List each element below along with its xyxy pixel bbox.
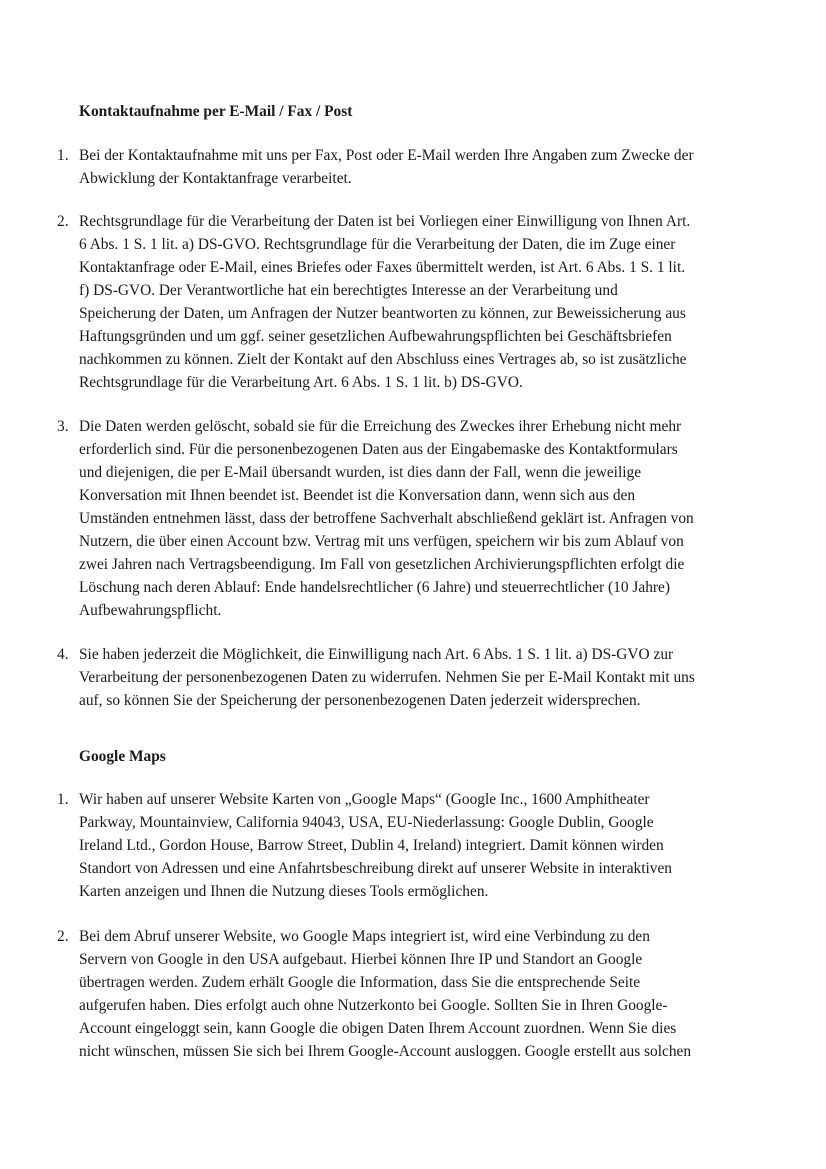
text-line: Bei dem Abruf unserer Website, wo Google Maps integriert ist, wird eine Verbindung zu den	[79, 928, 650, 945]
text-line: zwei Jahren nach Vertragsbeendigung. Im Fall von gesetzlichen Archivierungspflichten erfolgt die	[79, 556, 685, 573]
text-line: Die Daten werden gelöscht, sobald sie für die Erreichung des Zweckes ihrer Erhebung nicht mehr	[79, 418, 682, 435]
text-line: nachkommen zu können. Zielt der Kontakt auf den Abschluss eines Vertrages ab, so ist zusätzliche	[79, 351, 687, 368]
text-line: Karten anzeigen und Ihnen die Nutzung dieses Tools ermöglichen.	[79, 883, 489, 900]
list-number: 1.	[57, 791, 69, 808]
text-line: Löschung nach deren Ablauf: Ende handelsrechtlicher (6 Jahre) und steuerrechtlicher (10 Jahre)	[79, 579, 671, 596]
text-line: Haftungsgründen und um ggf. seiner gesetzlichen Aufbewahrungspflichten bei Geschäftsbriefen	[79, 328, 672, 345]
text-line: Account eingeloggt sein, kann Google die obigen Daten Ihrem Account zuordnen. Wenn Sie dies	[79, 1020, 677, 1037]
text-line: aufgerufen haben. Dies erfolgt auch ohne Nutzerkonto bei Google. Sollten Sie in Ihren Google-	[79, 997, 668, 1014]
text-line: Bei der Kontaktaufnahme mit uns per Fax, Post oder E-Mail werden Ihre Angaben zum Zwecke der	[79, 147, 694, 164]
list-item-text	[79, 144, 751, 190]
list-item-text	[79, 415, 751, 622]
list-item-text	[79, 643, 751, 712]
text-line: Konversation mit Ihnen beendet ist. Beendet ist die Konversation dann, wenn sich aus den	[79, 487, 636, 504]
text-line: Rechtsgrundlage für die Verarbeitung Art. 6 Abs. 1 S. 1 lit. b) DS-GVO.	[79, 374, 523, 391]
text-line: f) DS-GVO. Der Verantwortliche hat ein berechtigtes Interesse an der Verarbeitung und	[79, 282, 618, 299]
text-line: und diejenigen, die per E-Mail übersandt wurden, ist dies dann der Fall, wenn die jeweilige	[79, 464, 642, 481]
text-line: Sie haben jederzeit die Möglichkeit, die Einwilligung nach Art. 6 Abs. 1 S. 1 lit. a) DS-GVO zur	[79, 646, 674, 663]
text-line: Wir haben auf unserer Website Karten von „Google Maps“ (Google Inc., 1600 Amphitheater	[79, 791, 650, 808]
list-number: 2.	[57, 213, 69, 230]
text-line: Standort von Adressen und eine Anfahrtsbeschreibung direkt auf unserer Website in interaktiven	[79, 860, 672, 877]
list-item-text	[79, 925, 751, 1063]
section-heading-google-maps: Google Maps	[79, 748, 166, 765]
text-line: auf, so können Sie der Speicherung der personenbezogenen Daten jederzeit widersprechen.	[79, 692, 641, 709]
list-number: 1.	[57, 147, 69, 164]
text-line: 6 Abs. 1 S. 1 lit. a) DS-GVO. Rechtsgrundlage für die Verarbeitung der Daten, die im Zuge einer	[79, 236, 676, 253]
list-number: 2.	[57, 928, 69, 945]
list-item-text	[79, 210, 751, 394]
list-number: 3.	[57, 418, 69, 435]
text-line: nicht wünschen, müssen Sie sich bei Ihrem Google-Account ausloggen. Google erstellt aus solchen	[79, 1043, 692, 1060]
text-line: Rechtsgrundlage für die Verarbeitung der Daten ist bei Vorliegen einer Einwilligung von Ihnen Art.	[79, 213, 691, 230]
text-line: Abwicklung der Kontaktanfrage verarbeitet.	[79, 170, 352, 187]
text-line: übertragen werden. Zudem erhält Google die Information, dass Sie die entsprechende Seite	[79, 974, 641, 991]
text-line: Aufbewahrungspflicht.	[79, 602, 222, 619]
list-number: 4.	[57, 646, 69, 663]
text-line: erforderlich sind. Für die personenbezogenen Daten aus der Eingabemaske des Kontaktformulars	[79, 441, 678, 458]
text-line: Ireland Ltd., Gordon House, Barrow Street, Dublin 4, Ireland) integriert. Damit können wirden	[79, 837, 664, 854]
list-item-text	[79, 788, 751, 903]
text-line: Nutzern, die über einen Account bzw. Vertrag mit uns verfügen, speichern wir bis zum Ablauf von	[79, 533, 684, 550]
text-line: Kontaktanfrage oder E-Mail, eines Briefes oder Faxes übermittelt werden, ist Art. 6 Abs. 1 S. 1 lit.	[79, 259, 686, 276]
section-heading-contact: Kontaktaufnahme per E-Mail / Fax / Post	[79, 103, 353, 120]
text-line: Parkway, Mountainview, California 94043, USA, EU-Niederlassung: Google Dublin, Google	[79, 814, 654, 831]
text-line: Verarbeitung der personenbezogenen Daten zu widerrufen. Nehmen Sie per E-Mail Kontakt mit uns	[79, 669, 695, 686]
text-line: Umständen entnehmen lässt, dass der betroffene Sachverhalt abschließend geklärt ist. Anfragen von	[79, 510, 694, 527]
text-line: Servern von Google in den USA aufgebaut. Hierbei können Ihre IP und Standort an Google	[79, 951, 643, 968]
text-line: Speicherung der Daten, um Anfragen der Nutzer beantworten zu können, zur Beweissicherung aus	[79, 305, 686, 322]
